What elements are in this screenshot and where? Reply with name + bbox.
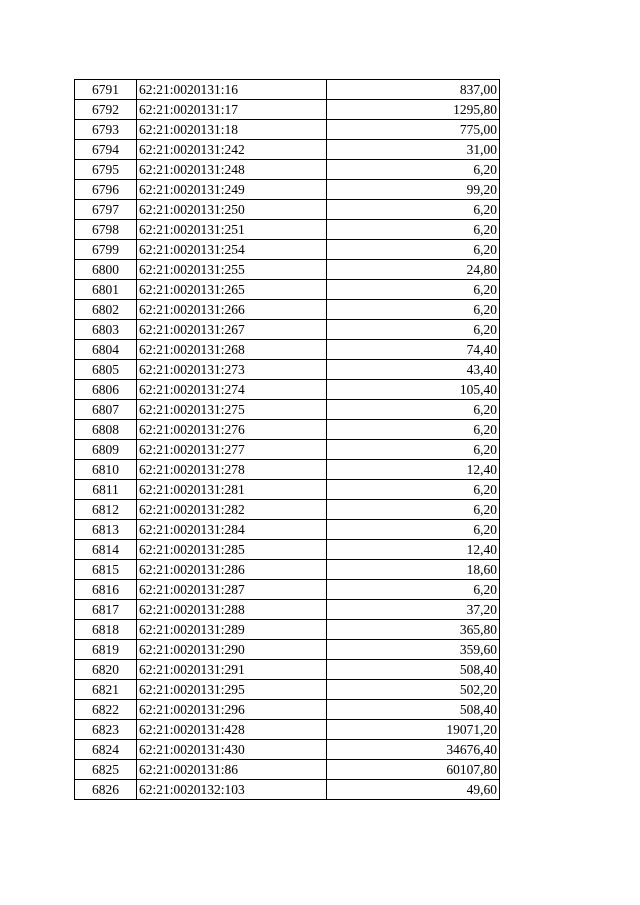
value-cell: 74,40 (327, 340, 500, 360)
cadastral-number-cell: 62:21:0020131:254 (137, 240, 327, 260)
value-cell: 508,40 (327, 700, 500, 720)
cadastral-number-cell: 62:21:0020131:428 (137, 720, 327, 740)
cadastral-number-cell: 62:21:0020131:255 (137, 260, 327, 280)
row-number-cell: 6805 (75, 360, 137, 380)
table-row (75, 220, 500, 240)
value-cell: 6,20 (327, 580, 500, 600)
table-row (75, 140, 500, 160)
value-cell: 6,20 (327, 220, 500, 240)
table-row (75, 400, 500, 420)
value-cell: 99,20 (327, 180, 500, 200)
row-number-cell: 6801 (75, 280, 137, 300)
cadastral-number-cell: 62:21:0020131:289 (137, 620, 327, 640)
row-number-cell: 6819 (75, 640, 137, 660)
row-number-cell: 6809 (75, 440, 137, 460)
value-cell: 37,20 (327, 600, 500, 620)
cadastral-number-cell: 62:21:0020131:18 (137, 120, 327, 140)
value-cell: 6,20 (327, 160, 500, 180)
table-row (75, 340, 500, 360)
cadastral-number-cell: 62:21:0020131:248 (137, 160, 327, 180)
cadastral-number-cell: 62:21:0020131:16 (137, 80, 327, 100)
row-number-cell: 6820 (75, 660, 137, 680)
table-row (75, 180, 500, 200)
row-number-cell: 6795 (75, 160, 137, 180)
table-row (75, 280, 500, 300)
value-cell: 6,20 (327, 300, 500, 320)
cadastral-number-cell: 62:21:0020131:287 (137, 580, 327, 600)
cadastral-number-cell: 62:21:0020131:273 (137, 360, 327, 380)
cadastral-number-cell: 62:21:0020131:276 (137, 420, 327, 440)
cadastral-number-cell: 62:21:0020131:281 (137, 480, 327, 500)
table-body (75, 80, 500, 800)
table-row (75, 120, 500, 140)
cadastral-number-cell: 62:21:0020131:86 (137, 760, 327, 780)
cadastral-number-cell: 62:21:0020131:285 (137, 540, 327, 560)
value-cell: 105,40 (327, 380, 500, 400)
table-row (75, 720, 500, 740)
row-number-cell: 6816 (75, 580, 137, 600)
value-cell: 34676,40 (327, 740, 500, 760)
value-cell: 6,20 (327, 240, 500, 260)
table-row (75, 640, 500, 660)
value-cell: 60107,80 (327, 760, 500, 780)
row-number-cell: 6791 (75, 80, 137, 100)
row-number-cell: 6815 (75, 560, 137, 580)
table-row (75, 680, 500, 700)
row-number-cell: 6821 (75, 680, 137, 700)
row-number-cell: 6800 (75, 260, 137, 280)
row-number-cell: 6806 (75, 380, 137, 400)
value-cell: 12,40 (327, 460, 500, 480)
value-cell: 19071,20 (327, 720, 500, 740)
cadastral-value-table (74, 79, 500, 800)
table-row (75, 200, 500, 220)
value-cell: 502,20 (327, 680, 500, 700)
cadastral-number-cell: 62:21:0020131:284 (137, 520, 327, 540)
row-number-cell: 6811 (75, 480, 137, 500)
cadastral-number-cell: 62:21:0020131:251 (137, 220, 327, 240)
table-row (75, 500, 500, 520)
value-cell: 24,80 (327, 260, 500, 280)
row-number-cell: 6810 (75, 460, 137, 480)
row-number-cell: 6823 (75, 720, 137, 740)
row-number-cell: 6817 (75, 600, 137, 620)
table-row (75, 660, 500, 680)
cadastral-number-cell: 62:21:0020131:282 (137, 500, 327, 520)
value-cell: 6,20 (327, 480, 500, 500)
cadastral-number-cell: 62:21:0020131:277 (137, 440, 327, 460)
table-row (75, 480, 500, 500)
row-number-cell: 6796 (75, 180, 137, 200)
table-row (75, 600, 500, 620)
cadastral-number-cell: 62:21:0020131:430 (137, 740, 327, 760)
cadastral-number-cell: 62:21:0020131:296 (137, 700, 327, 720)
value-cell: 12,40 (327, 540, 500, 560)
cadastral-number-cell: 62:21:0020131:295 (137, 680, 327, 700)
value-cell: 49,60 (327, 780, 500, 800)
cadastral-number-cell: 62:21:0020131:275 (137, 400, 327, 420)
table-row (75, 100, 500, 120)
row-number-cell: 6798 (75, 220, 137, 240)
table-row (75, 700, 500, 720)
value-cell: 359,60 (327, 640, 500, 660)
cadastral-number-cell: 62:21:0020131:267 (137, 320, 327, 340)
cadastral-number-cell: 62:21:0020131:290 (137, 640, 327, 660)
value-cell: 6,20 (327, 500, 500, 520)
row-number-cell: 6792 (75, 100, 137, 120)
cadastral-number-cell: 62:21:0020131:268 (137, 340, 327, 360)
value-cell: 6,20 (327, 320, 500, 340)
row-number-cell: 6825 (75, 760, 137, 780)
value-cell: 6,20 (327, 280, 500, 300)
row-number-cell: 6822 (75, 700, 137, 720)
cadastral-number-cell: 62:21:0020131:242 (137, 140, 327, 160)
cadastral-number-cell: 62:21:0020131:266 (137, 300, 327, 320)
table-row (75, 440, 500, 460)
table-row (75, 460, 500, 480)
cadastral-number-cell: 62:21:0020131:278 (137, 460, 327, 480)
row-number-cell: 6803 (75, 320, 137, 340)
value-cell: 6,20 (327, 420, 500, 440)
row-number-cell: 6804 (75, 340, 137, 360)
row-number-cell: 6794 (75, 140, 137, 160)
table-row (75, 740, 500, 760)
value-cell: 6,20 (327, 200, 500, 220)
table-row (75, 540, 500, 560)
row-number-cell: 6818 (75, 620, 137, 640)
value-cell: 1295,80 (327, 100, 500, 120)
cadastral-number-cell: 62:21:0020131:265 (137, 280, 327, 300)
cadastral-number-cell: 62:21:0020131:288 (137, 600, 327, 620)
table-row (75, 360, 500, 380)
row-number-cell: 6812 (75, 500, 137, 520)
row-number-cell: 6808 (75, 420, 137, 440)
table-row (75, 260, 500, 280)
cadastral-number-cell: 62:21:0020132:103 (137, 780, 327, 800)
table-row (75, 520, 500, 540)
table-row (75, 620, 500, 640)
table-row (75, 160, 500, 180)
row-number-cell: 6797 (75, 200, 137, 220)
value-cell: 6,20 (327, 400, 500, 420)
row-number-cell: 6813 (75, 520, 137, 540)
value-cell: 508,40 (327, 660, 500, 680)
table-row (75, 420, 500, 440)
value-cell: 18,60 (327, 560, 500, 580)
table-row (75, 760, 500, 780)
row-number-cell: 6826 (75, 780, 137, 800)
cadastral-number-cell: 62:21:0020131:286 (137, 560, 327, 580)
cadastral-number-cell: 62:21:0020131:250 (137, 200, 327, 220)
table-row (75, 300, 500, 320)
cadastral-number-cell: 62:21:0020131:291 (137, 660, 327, 680)
row-number-cell: 6793 (75, 120, 137, 140)
value-cell: 6,20 (327, 520, 500, 540)
cadastral-number-cell: 62:21:0020131:274 (137, 380, 327, 400)
row-number-cell: 6807 (75, 400, 137, 420)
cadastral-number-cell: 62:21:0020131:249 (137, 180, 327, 200)
table-row (75, 380, 500, 400)
value-cell: 43,40 (327, 360, 500, 380)
value-cell: 6,20 (327, 440, 500, 460)
table-row (75, 320, 500, 340)
row-number-cell: 6824 (75, 740, 137, 760)
row-number-cell: 6814 (75, 540, 137, 560)
value-cell: 365,80 (327, 620, 500, 640)
table-row (75, 580, 500, 600)
row-number-cell: 6802 (75, 300, 137, 320)
cadastral-number-cell: 62:21:0020131:17 (137, 100, 327, 120)
table-row (75, 80, 500, 100)
value-cell: 775,00 (327, 120, 500, 140)
value-cell: 31,00 (327, 140, 500, 160)
row-number-cell: 6799 (75, 240, 137, 260)
table-row (75, 240, 500, 260)
value-cell: 837,00 (327, 80, 500, 100)
table-row (75, 560, 500, 580)
table-row (75, 780, 500, 800)
